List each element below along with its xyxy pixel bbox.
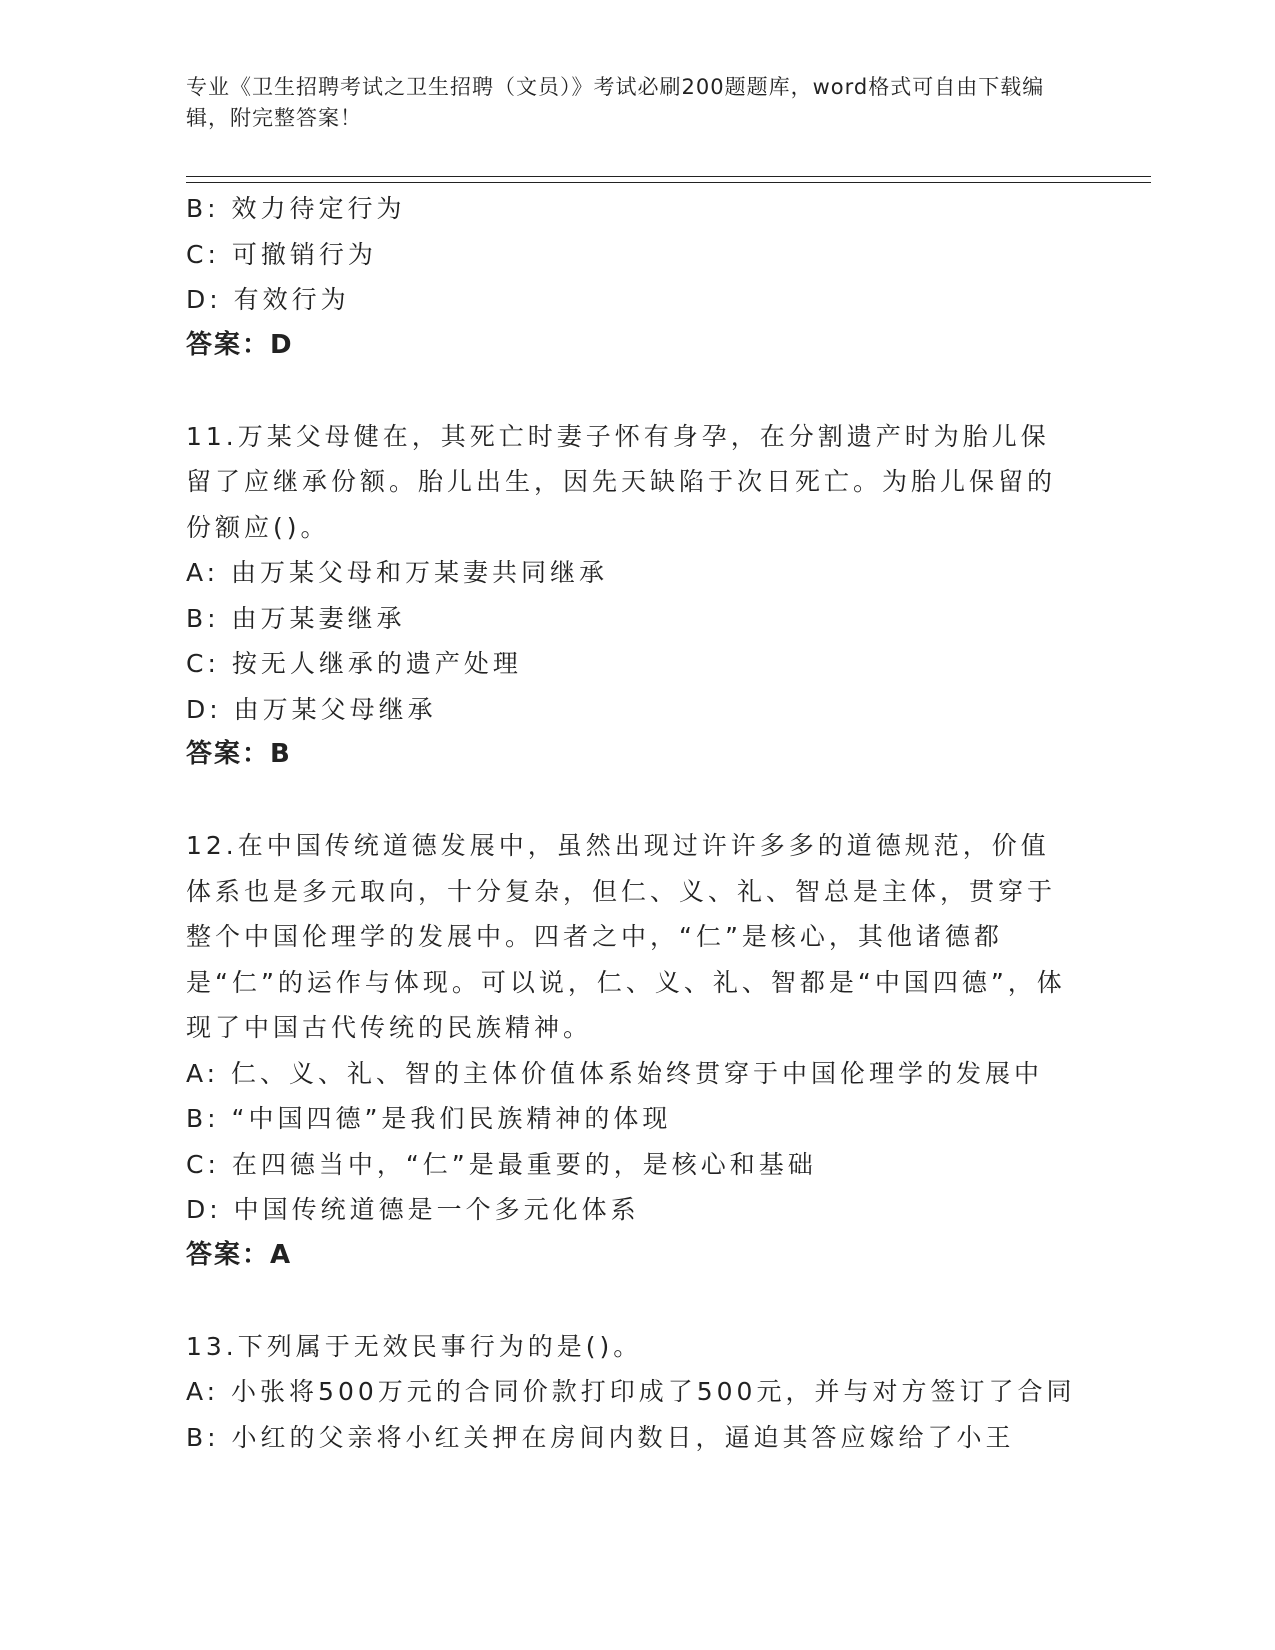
- option-b: B: 效力待定行为: [186, 194, 406, 223]
- question-stem: 11.万某父母健在，其死亡时妻子怀有身孕，在分割遗产时为胎儿保留了应继承份额。胎儿出生，因先天缺陷于次日死亡。为胎儿保留的份额应()。: [186, 421, 1057, 542]
- option-c: C: 可撤销行为: [186, 239, 377, 269]
- question-content: [186, 186, 1086, 1460]
- spacer: [186, 1278, 1086, 1324]
- option-a: A: 仁、义、礼、智的主体价值体系始终贯穿于中国伦理学的发展中: [186, 1058, 1044, 1088]
- answer-line: 答案：D: [186, 329, 294, 360]
- document-header: 专业《卫生招聘考试之卫生招聘（文员）》考试必刷200题题库，word格式可自由下载编辑，附完整答案！: [186, 75, 1045, 130]
- question-stem: 12.在中国传统道德发展中，虽然出现过许许多多的道德规范，价值体系也是多元取向，十分复杂，但仁、义、礼、智总是主体，贯穿于整个中国伦理学的发展中。四者之中，“仁”是核心，其他诸德都是“仁”的运作与体现。可以说，仁、义、礼、智都是“中国四德”，体现了中国古代传统的民族精神。: [186, 831, 1066, 1042]
- header-divider-top: [186, 176, 1151, 177]
- question-10-continued: [186, 186, 1086, 368]
- spacer: [186, 778, 1086, 824]
- option-b: B: “中国四德”是我们民族精神的体现: [186, 1104, 672, 1133]
- question-stem: 13.下列属于无效民事行为的是()。: [186, 1331, 643, 1361]
- option-a: A: 小张将500万元的合同价款打印成了500元，并与对方签订了合同: [186, 1377, 1076, 1406]
- option-d: D: 由万某父母继承: [186, 694, 437, 724]
- option-c: C: 按无人继承的遗产处理: [186, 649, 522, 678]
- answer-line: 答案：B: [186, 739, 292, 769]
- header-divider-bottom: [186, 182, 1151, 183]
- option-c: C: 在四德当中，“仁”是最重要的，是核心和基础: [186, 1149, 817, 1179]
- question-11: [186, 414, 1086, 778]
- option-a: A: 由万某父母和万某妻共同继承: [186, 558, 609, 587]
- spacer: [186, 368, 1086, 414]
- answer-line: 答案：A: [186, 1239, 293, 1270]
- option-d: D: 有效行为: [186, 285, 350, 314]
- question-13: [186, 1324, 1086, 1461]
- option-d: D: 中国传统道德是一个多元化体系: [186, 1195, 640, 1224]
- option-b: B: 小红的父亲将小红关押在房间内数日，逼迫其答应嫁给了小王: [186, 1422, 1015, 1452]
- question-12: [186, 823, 1086, 1278]
- option-b: B: 由万某妻继承: [186, 603, 406, 633]
